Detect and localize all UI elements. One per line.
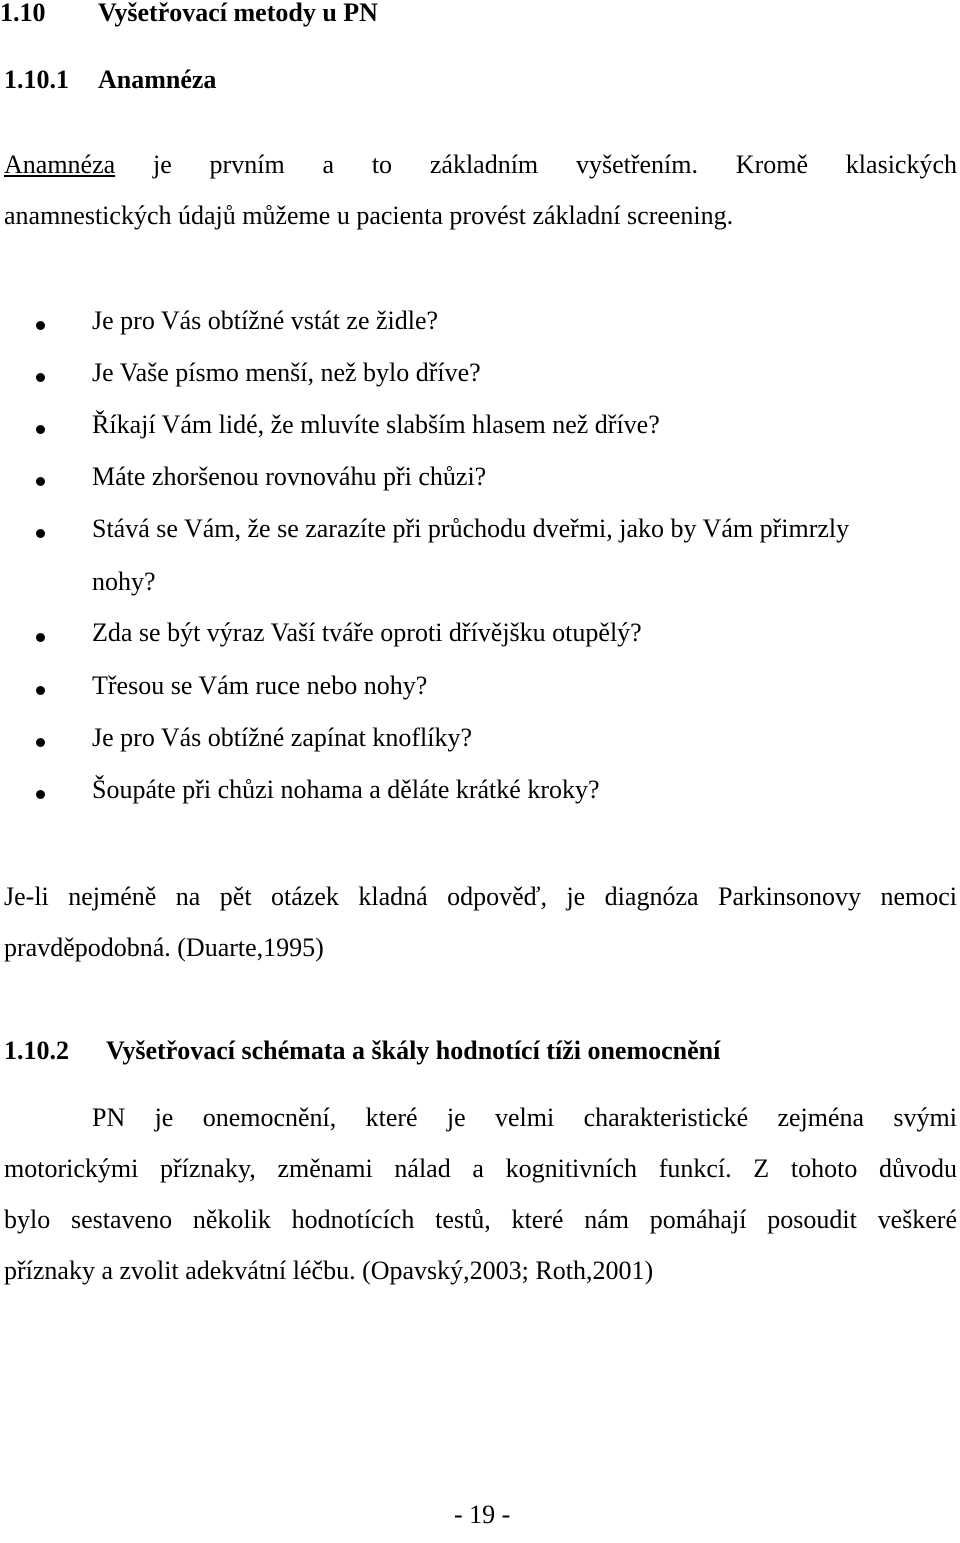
paragraph2-line-1: PN je onemocnění, které je velmi charakteristické zejména svými <box>92 1103 957 1132</box>
subsection-heading-schemata <box>4 1036 720 1066</box>
bullet-dot-icon <box>36 529 45 538</box>
bullet-dot-icon <box>36 373 45 382</box>
question-item: Stává se Vám, že se zarazíte při průchodu dveřmi, jako by Vám přimrzly <box>92 514 850 543</box>
bullet-dot-icon <box>36 477 45 486</box>
section-heading <box>0 0 378 28</box>
question-item: Šoupáte při chůzi nohama a děláte krátké kroky? <box>92 775 600 804</box>
subsection-title: Anamnéza <box>98 65 217 94</box>
conclusion-line-2: pravděpodobná. (Duarte,1995) <box>4 933 324 962</box>
bullet-dot-icon <box>36 321 45 330</box>
page-number: - 19 - <box>454 1500 511 1529</box>
question-item: Je pro Vás obtížné zapínat knoflíky? <box>92 723 473 752</box>
question-item: Zda se být výraz Vaší tváře oproti dřívějšku otupělý? <box>92 618 642 647</box>
subsection-heading-anamneza <box>4 65 216 95</box>
question-item-continuation: nohy? <box>92 567 156 596</box>
subsection-number: 1.10.1 <box>4 65 69 94</box>
bullet-dot-icon <box>36 633 45 642</box>
anamneza-link[interactable]: Anamnéza <box>4 150 116 179</box>
paragraph2-line-2: motorickými příznaky, změnami nálad a kognitivních funkcí. Z tohoto důvodu <box>4 1154 957 1183</box>
paragraph2-line-4: příznaky a zvolit adekvátní léčbu. (Opavský,2003; Roth,2001) <box>4 1256 654 1285</box>
bullet-dot-icon <box>36 425 45 434</box>
subsection-title: Vyšetřovací schémata a škály hodnotící tíži onemocnění <box>106 1036 721 1065</box>
intro-line-1 <box>4 150 957 180</box>
conclusion-line-1: Je-li nejméně na pět otázek kladná odpověď, je diagnóza Parkinsonovy nemoci <box>4 882 957 911</box>
intro-line-1-text: je prvním a to základním vyšetřením. Kromě klasických <box>152 150 957 179</box>
bullet-dot-icon <box>36 790 45 799</box>
question-item: Je Vaše písmo menší, než bylo dříve? <box>92 358 481 387</box>
question-item: Je pro Vás obtížné vstát ze židle? <box>92 306 439 335</box>
bullet-dot-icon <box>36 686 45 695</box>
intro-line-2: anamnestických údajů můžeme u pacienta provést základní screening. <box>4 201 734 230</box>
question-item: Třesou se Vám ruce nebo nohy? <box>92 671 428 700</box>
subsection-number: 1.10.2 <box>4 1036 69 1065</box>
section-number: 1.10 <box>0 0 46 27</box>
paragraph2-line-3: bylo sestaveno několik hodnotících testů, které nám pomáhají posoudit veškeré <box>4 1205 957 1234</box>
question-item: Máte zhoršenou rovnováhu při chůzi? <box>92 462 487 491</box>
question-item: Říkají Vám lidé, že mluvíte slabším hlasem než dříve? <box>92 410 660 439</box>
section-title: Vyšetřovací metody u PN <box>98 0 378 27</box>
bullet-dot-icon <box>36 738 45 747</box>
